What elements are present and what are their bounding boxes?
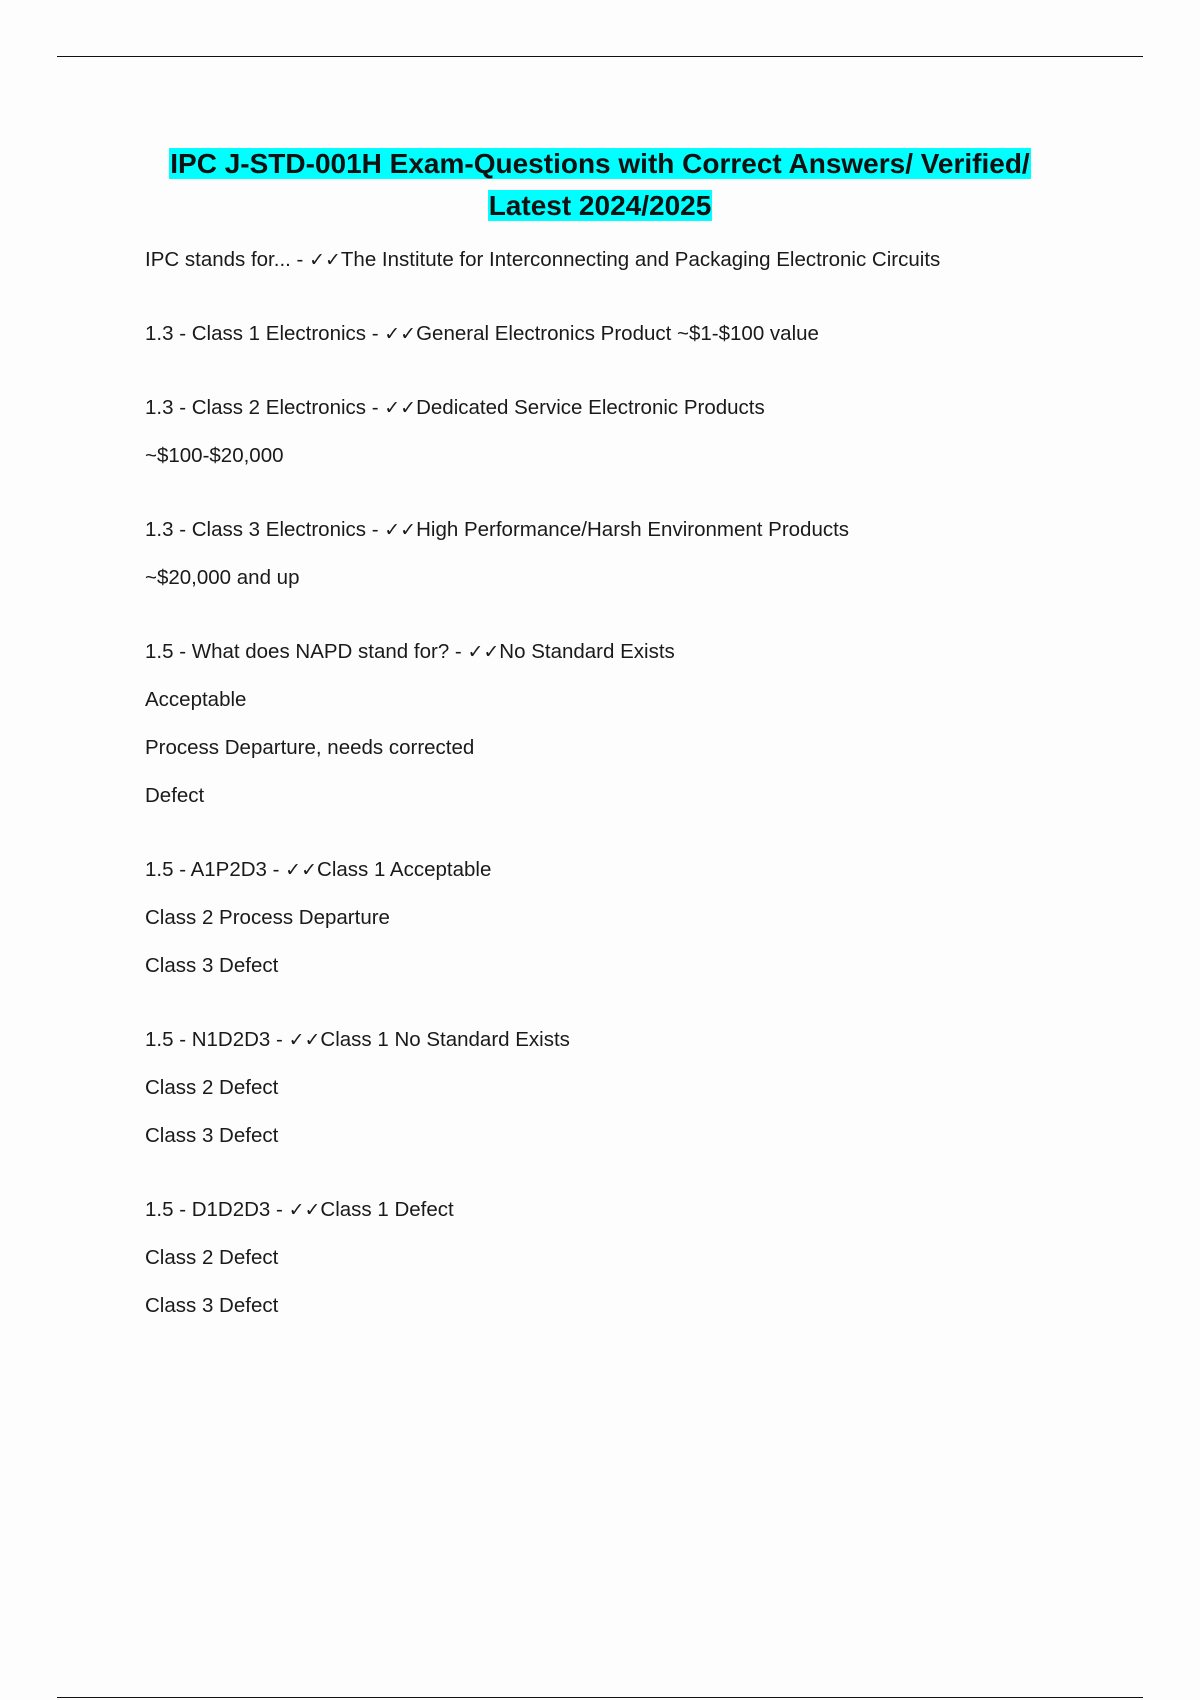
answer-text: Class 1 Defect (320, 1198, 454, 1221)
question-text: 1.5 - What does NAPD stand for? - (145, 640, 468, 663)
answer-continuation: ~$20,000 and up (145, 566, 300, 589)
qa-first-line (145, 248, 1085, 272)
qa-item (145, 640, 1085, 808)
qa-item (145, 858, 1085, 978)
qa-item (145, 396, 1085, 468)
answer-text: General Electronics Product ~$1-$100 value (416, 322, 819, 345)
title-line-2: Latest 2024/2025 (488, 190, 712, 221)
double-check-icon: ✓✓ (384, 397, 417, 419)
qa-first-line (145, 396, 1085, 420)
title-line-1: IPC J-STD-001H Exam-Questions with Correct Answers/ Verified/ (170, 148, 1030, 179)
answer-continuation: Class 3 Defect (145, 1124, 279, 1147)
answer-continuation: ~$100-$20,000 (145, 444, 284, 467)
double-check-icon: ✓✓ (384, 519, 417, 541)
qa-first-line (145, 858, 1085, 882)
answer-continuation: Class 2 Process Departure (145, 906, 390, 929)
question-text: 1.3 - Class 3 Electronics - (145, 518, 385, 541)
qa-item (145, 322, 1085, 346)
double-check-icon: ✓✓ (288, 1199, 321, 1221)
footer-rule (57, 1697, 1143, 1698)
answer-continuation: Class 2 Defect (145, 1246, 279, 1269)
question-text: 1.5 - N1D2D3 - (145, 1028, 289, 1051)
answer-continuation: Defect (145, 784, 205, 807)
double-check-icon: ✓✓ (288, 1029, 321, 1051)
double-check-icon: ✓✓ (285, 859, 318, 881)
answer-continuation: Class 3 Defect (145, 954, 279, 977)
double-check-icon: ✓✓ (309, 249, 341, 271)
answer-text: No Standard Exists (499, 640, 675, 663)
double-check-icon: ✓✓ (384, 323, 417, 345)
header-rule (57, 56, 1143, 57)
answer-text: Class 1 No Standard Exists (320, 1028, 570, 1051)
question-text: IPC stands for... - (145, 248, 310, 271)
question-text: 1.3 - Class 2 Electronics - (145, 396, 385, 419)
qa-first-line (145, 322, 1085, 346)
answer-continuation: Class 2 Defect (145, 1076, 279, 1099)
qa-first-line (145, 1198, 1085, 1222)
answer-text: The Institute for Interconnecting and Packaging Electronic Circuits (340, 248, 941, 271)
qa-item (145, 518, 1085, 590)
qa-first-line (145, 1028, 1085, 1052)
qa-list (145, 248, 1085, 1368)
answer-continuation: Process Departure, needs corrected (145, 736, 475, 759)
qa-item (145, 1028, 1085, 1148)
qa-item (145, 1198, 1085, 1318)
question-text: 1.5 - A1P2D3 - (145, 858, 286, 881)
answer-continuation: Acceptable (145, 688, 247, 711)
answer-continuation: Class 3 Defect (145, 1294, 279, 1317)
double-check-icon: ✓✓ (467, 641, 500, 663)
qa-first-line (145, 640, 1085, 664)
document-title (100, 143, 1100, 227)
question-text: 1.3 - Class 1 Electronics - (145, 322, 385, 345)
answer-text: Dedicated Service Electronic Products (416, 396, 765, 419)
answer-text: Class 1 Acceptable (317, 858, 492, 881)
question-text: 1.5 - D1D2D3 - (145, 1198, 289, 1221)
answer-text: High Performance/Harsh Environment Products (416, 518, 850, 541)
qa-first-line (145, 518, 1085, 542)
qa-item (145, 248, 1085, 272)
